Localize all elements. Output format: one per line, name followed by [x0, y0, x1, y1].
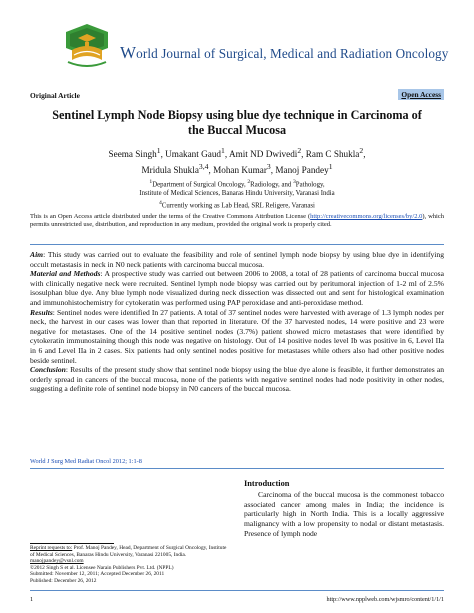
email-link[interactable]: manojpandey@vsnl.com [30, 558, 84, 565]
copyright: ©2012 Singh S et al. Licensee Narain Publishers Pvt. Ltd. (NPPL) [30, 564, 174, 571]
abstract [30, 250, 444, 394]
author-line: Seema Singh$^1$, Umakant Gaud$^1$, Amit ND Dwivedi$^2$, Ram C Shukla$^2$, [108, 146, 366, 160]
divider [30, 590, 444, 591]
divider [30, 468, 444, 469]
title-line: the Buccal Mucosa [187, 123, 287, 137]
introduction-heading: Introduction [244, 479, 290, 488]
affiliation-line: Institute of Medical Sciences, Banaras Hindu University, Varanasi India [139, 189, 335, 197]
submission-dates: Submitted: November 12, 2011; Accepted December 26, 2011 [30, 571, 165, 578]
publication-date: Published: December 26, 2012 [30, 577, 97, 584]
abstract-conclusion: Conclusion: Results of the present study show that sentinel node biopsy using the blue dye alone is feasible, it further demonstrates an orderly spread in cancers of the buccal mucosa, none of the patients with negative sentinel nodes had node positivity in other nodes, suggesting a definite role of sentinel node biopsy in N0 cancers of the buccal mucosa. [30, 365, 444, 394]
reprint-requests: Reprint requests to: Prof. Manoj Pandey, Head, Department of Surgical Oncology, Institute of Medical Sciences, Banaras Hindu University, Varanasi 221005, India. manojpandey@vsnl.com [30, 545, 227, 565]
page-number: 1 [30, 596, 34, 603]
citation: World J Surg Med Radiat Oncol 2012; 1:1-8 [30, 458, 142, 465]
footer-url[interactable]: http://www.npplweb.com/wjsmro/content/1/1/1 [326, 596, 444, 603]
affiliations [30, 178, 444, 211]
abstract-results: Results: Sentinel nodes were identified In 27 patients. A total of 37 sentinel nodes were harvested with average of 1.3 lymph nodes per neck, the harvest in our cases was lower than that reported in literature. Of the 37 harvested nodes, 14 were positive and 23 were negative for metastases. One of the 14 positive sentinel nodes (3.7%) patient showed micro metastases that were identified by cytokeratin immunostaining though this node was negative on histology. Out of 14 positive nodes level Ib was positive in 6, Level IIa in 6 and Level IIa in 2 cases. Six patients had only sentinel nodes positive for metastases while others also had other positive nodes beside sentinel. [30, 307, 444, 365]
article-type: Original Article [30, 91, 80, 100]
affiliation-line: $^1$Department of Surgical Oncology, $^2$Radiology, and $^3$Pathology, [149, 179, 325, 189]
divider [30, 543, 114, 544]
license-notice: This is an Open Access article distributed under the terms of the Creative Commons Attribution License (http://creativecommons.org/licenses/by/2.0), which permits unrestricted use, distribution, and reproduction in any medium, provided the original work is properly cited. [30, 213, 444, 229]
divider [30, 244, 444, 245]
journal-header [58, 22, 458, 74]
affiliation-line: $^4$Currently working as Lab Head, SRL Religere, Varanasi [159, 199, 315, 209]
author-list [30, 145, 444, 176]
paper-title [30, 108, 444, 138]
introduction-text: Carcinoma of the buccal mucosa is the commonest tobacco associated cancer among males in India; the incidence is particularly high in North India. This is a locally aggressive malignancy with a low propensity to nodal or distant metastasis. Presence of lymph node [244, 490, 444, 538]
open-access-badge[interactable]: Open Access [398, 89, 444, 100]
journal-title: World Journal of Surgical, Medical and Radiation Oncology [120, 43, 449, 62]
journal-logo-icon [58, 22, 116, 74]
correspondence [30, 545, 230, 585]
author-line: Mridula Shukla$^{3,4}$, Mohan Kumar$^3$, Manoj Pandey$^1$ [141, 161, 333, 175]
title-line: Sentinel Lymph Node Biopsy using blue dye technique in Carcinoma of [52, 108, 422, 122]
abstract-methods: Material and Methods: A prospective study was carried out between 2006 to 2008, a total of 28 patients of carcinoma buccal mucosa with clinically negative neck were recruited. Sentinel lymph node biopsy was carried out by peritumoral injection of 1-2 ml of 2.5% isosulphan blue dye. Any blue lymph node visualized during neck dissection was dissected out and sent for histological examination and immunohistochemistry for cytokeratin was performed using PAP peroxidase and anti-peroxidase method. [30, 269, 444, 307]
abstract-aim: Aim: This study was carried out to evaluate the feasibility and role of sentinel lymph node biopsy by using blue dye in identifying occult metastasis in neck in N0 neck patients with carcinoma buccal mucosa. [30, 250, 444, 269]
license-link[interactable]: http://creativecommons.org/licenses/by/2.0 [310, 213, 423, 220]
